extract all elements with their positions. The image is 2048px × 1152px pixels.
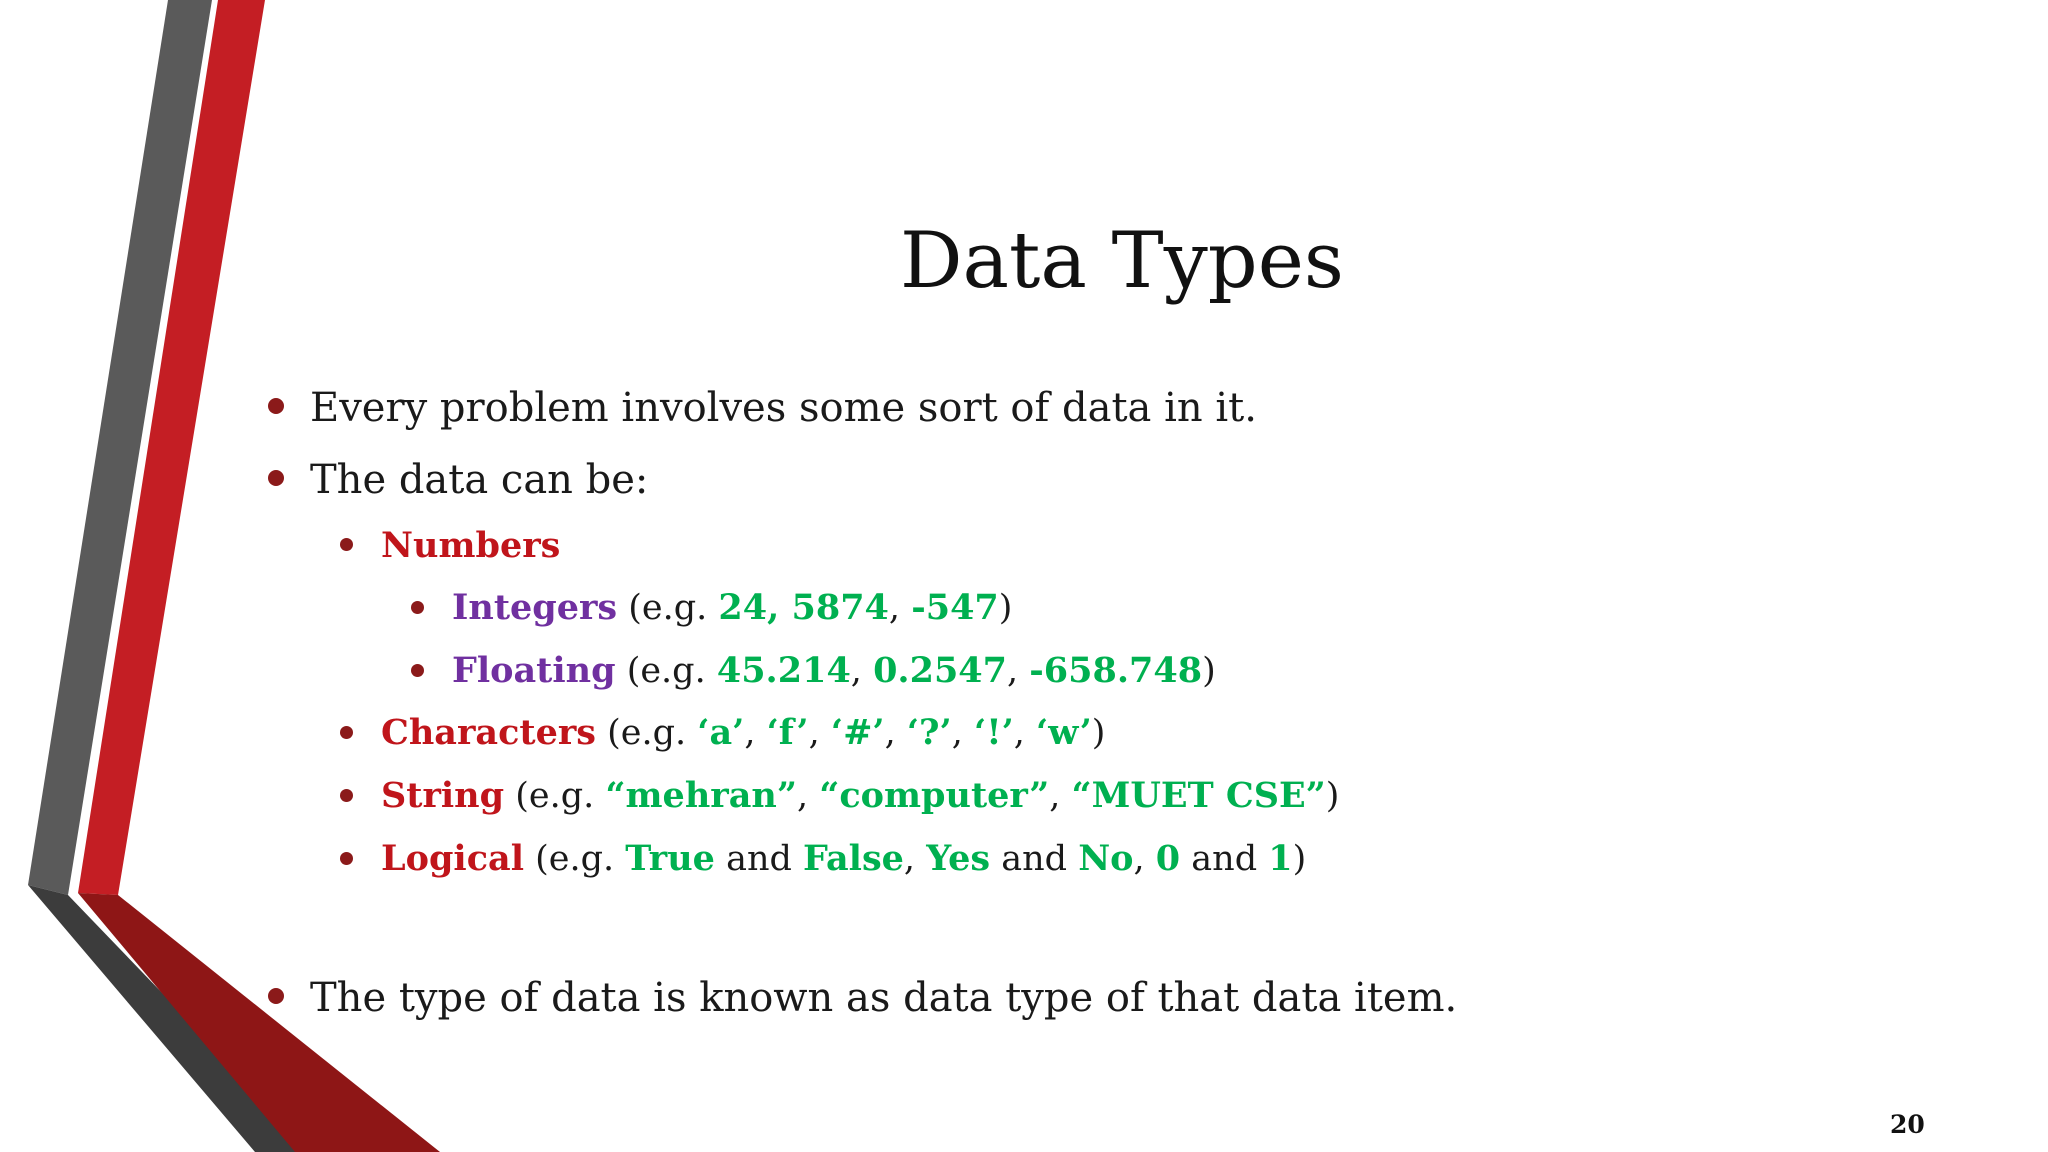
bullet-dot: [268, 988, 284, 1004]
characters-label: Characters: [381, 712, 596, 753]
char-value: ‘a’: [697, 712, 745, 753]
floating-open: (e.g.: [615, 651, 717, 691]
logical-value: 1: [1268, 838, 1293, 879]
floating-sep: ,: [850, 651, 874, 691]
bullet-dot: [340, 852, 353, 865]
floating-close: ): [1202, 651, 1216, 691]
floating-value: 0.2547: [873, 650, 1008, 691]
floating-sep: ,: [1007, 651, 1030, 691]
logical-value: No: [1078, 838, 1134, 879]
string-sep: ,: [1049, 776, 1072, 816]
char-sep: ,: [1013, 713, 1037, 753]
logical-and: and: [1180, 839, 1269, 879]
string-label: String: [381, 775, 505, 816]
char-sep: ,: [808, 713, 831, 753]
char-value: ‘?’: [906, 712, 952, 753]
floating-value: 45.214: [716, 650, 851, 691]
char-value: ‘#’: [830, 712, 885, 753]
bullet-dot: [340, 538, 353, 551]
bullet-dot: [268, 470, 284, 486]
integers-open: (e.g.: [617, 588, 719, 628]
logical-value: Yes: [926, 838, 991, 879]
bullet-data-can-be: The data can be:: [310, 457, 649, 503]
integers-value: -547: [911, 587, 999, 628]
integers-sep: ,: [888, 588, 912, 628]
integers-value: 24, 5874: [718, 587, 889, 628]
bullet-dot: [340, 726, 353, 739]
bullet-dot: [411, 664, 424, 677]
string-value: “MUET CSE”: [1071, 775, 1326, 816]
logical-value: False: [803, 838, 904, 879]
bullet-dot: [268, 398, 284, 414]
string-value: “computer”: [819, 775, 1050, 816]
char-sep: ,: [951, 713, 975, 753]
logical-sep: ,: [903, 839, 927, 879]
char-value: ‘w’: [1036, 712, 1092, 753]
bullet-characters: [381, 712, 1106, 753]
page-number: 20: [1890, 1110, 1925, 1139]
characters-close: ): [1091, 713, 1106, 753]
logical-value: True: [625, 838, 715, 879]
bullet-numbers: [381, 525, 561, 566]
bullet-type-of-data: The type of data is known as data type of that data item.: [310, 975, 1458, 1021]
bullet-every-problem: Every problem involves some sort of data in it.: [310, 385, 1257, 431]
bullet-floating: [452, 650, 1216, 691]
char-sep: ,: [744, 713, 767, 753]
slide-title: Data Types: [900, 216, 1344, 306]
string-sep: ,: [796, 776, 820, 816]
string-open: (e.g.: [504, 776, 606, 816]
char-value: ‘!’: [974, 712, 1014, 753]
logical-close: ): [1292, 839, 1307, 879]
bullet-dot: [340, 789, 353, 802]
integers-close: ): [998, 588, 1013, 628]
string-value: “mehran”: [605, 775, 797, 816]
bullet-integers: [452, 587, 1013, 628]
bullet-logical: [381, 838, 1307, 879]
floating-label: Floating: [452, 650, 616, 691]
logical-and: and: [714, 839, 804, 879]
floating-value: -658.748: [1029, 650, 1203, 691]
logical-and: and: [990, 839, 1079, 879]
logical-label: Logical: [381, 838, 525, 879]
char-sep: ,: [884, 713, 907, 753]
logical-sep: ,: [1133, 839, 1156, 879]
char-value: ‘f’: [766, 712, 809, 753]
integers-label: Integers: [452, 587, 618, 628]
characters-open: (e.g.: [596, 713, 698, 753]
numbers-label: Numbers: [381, 525, 561, 566]
bullet-string: [381, 775, 1340, 816]
bullet-dot: [411, 601, 424, 614]
string-close: ): [1325, 776, 1340, 816]
logical-value: 0: [1155, 838, 1181, 879]
logical-open: (e.g.: [524, 839, 626, 879]
